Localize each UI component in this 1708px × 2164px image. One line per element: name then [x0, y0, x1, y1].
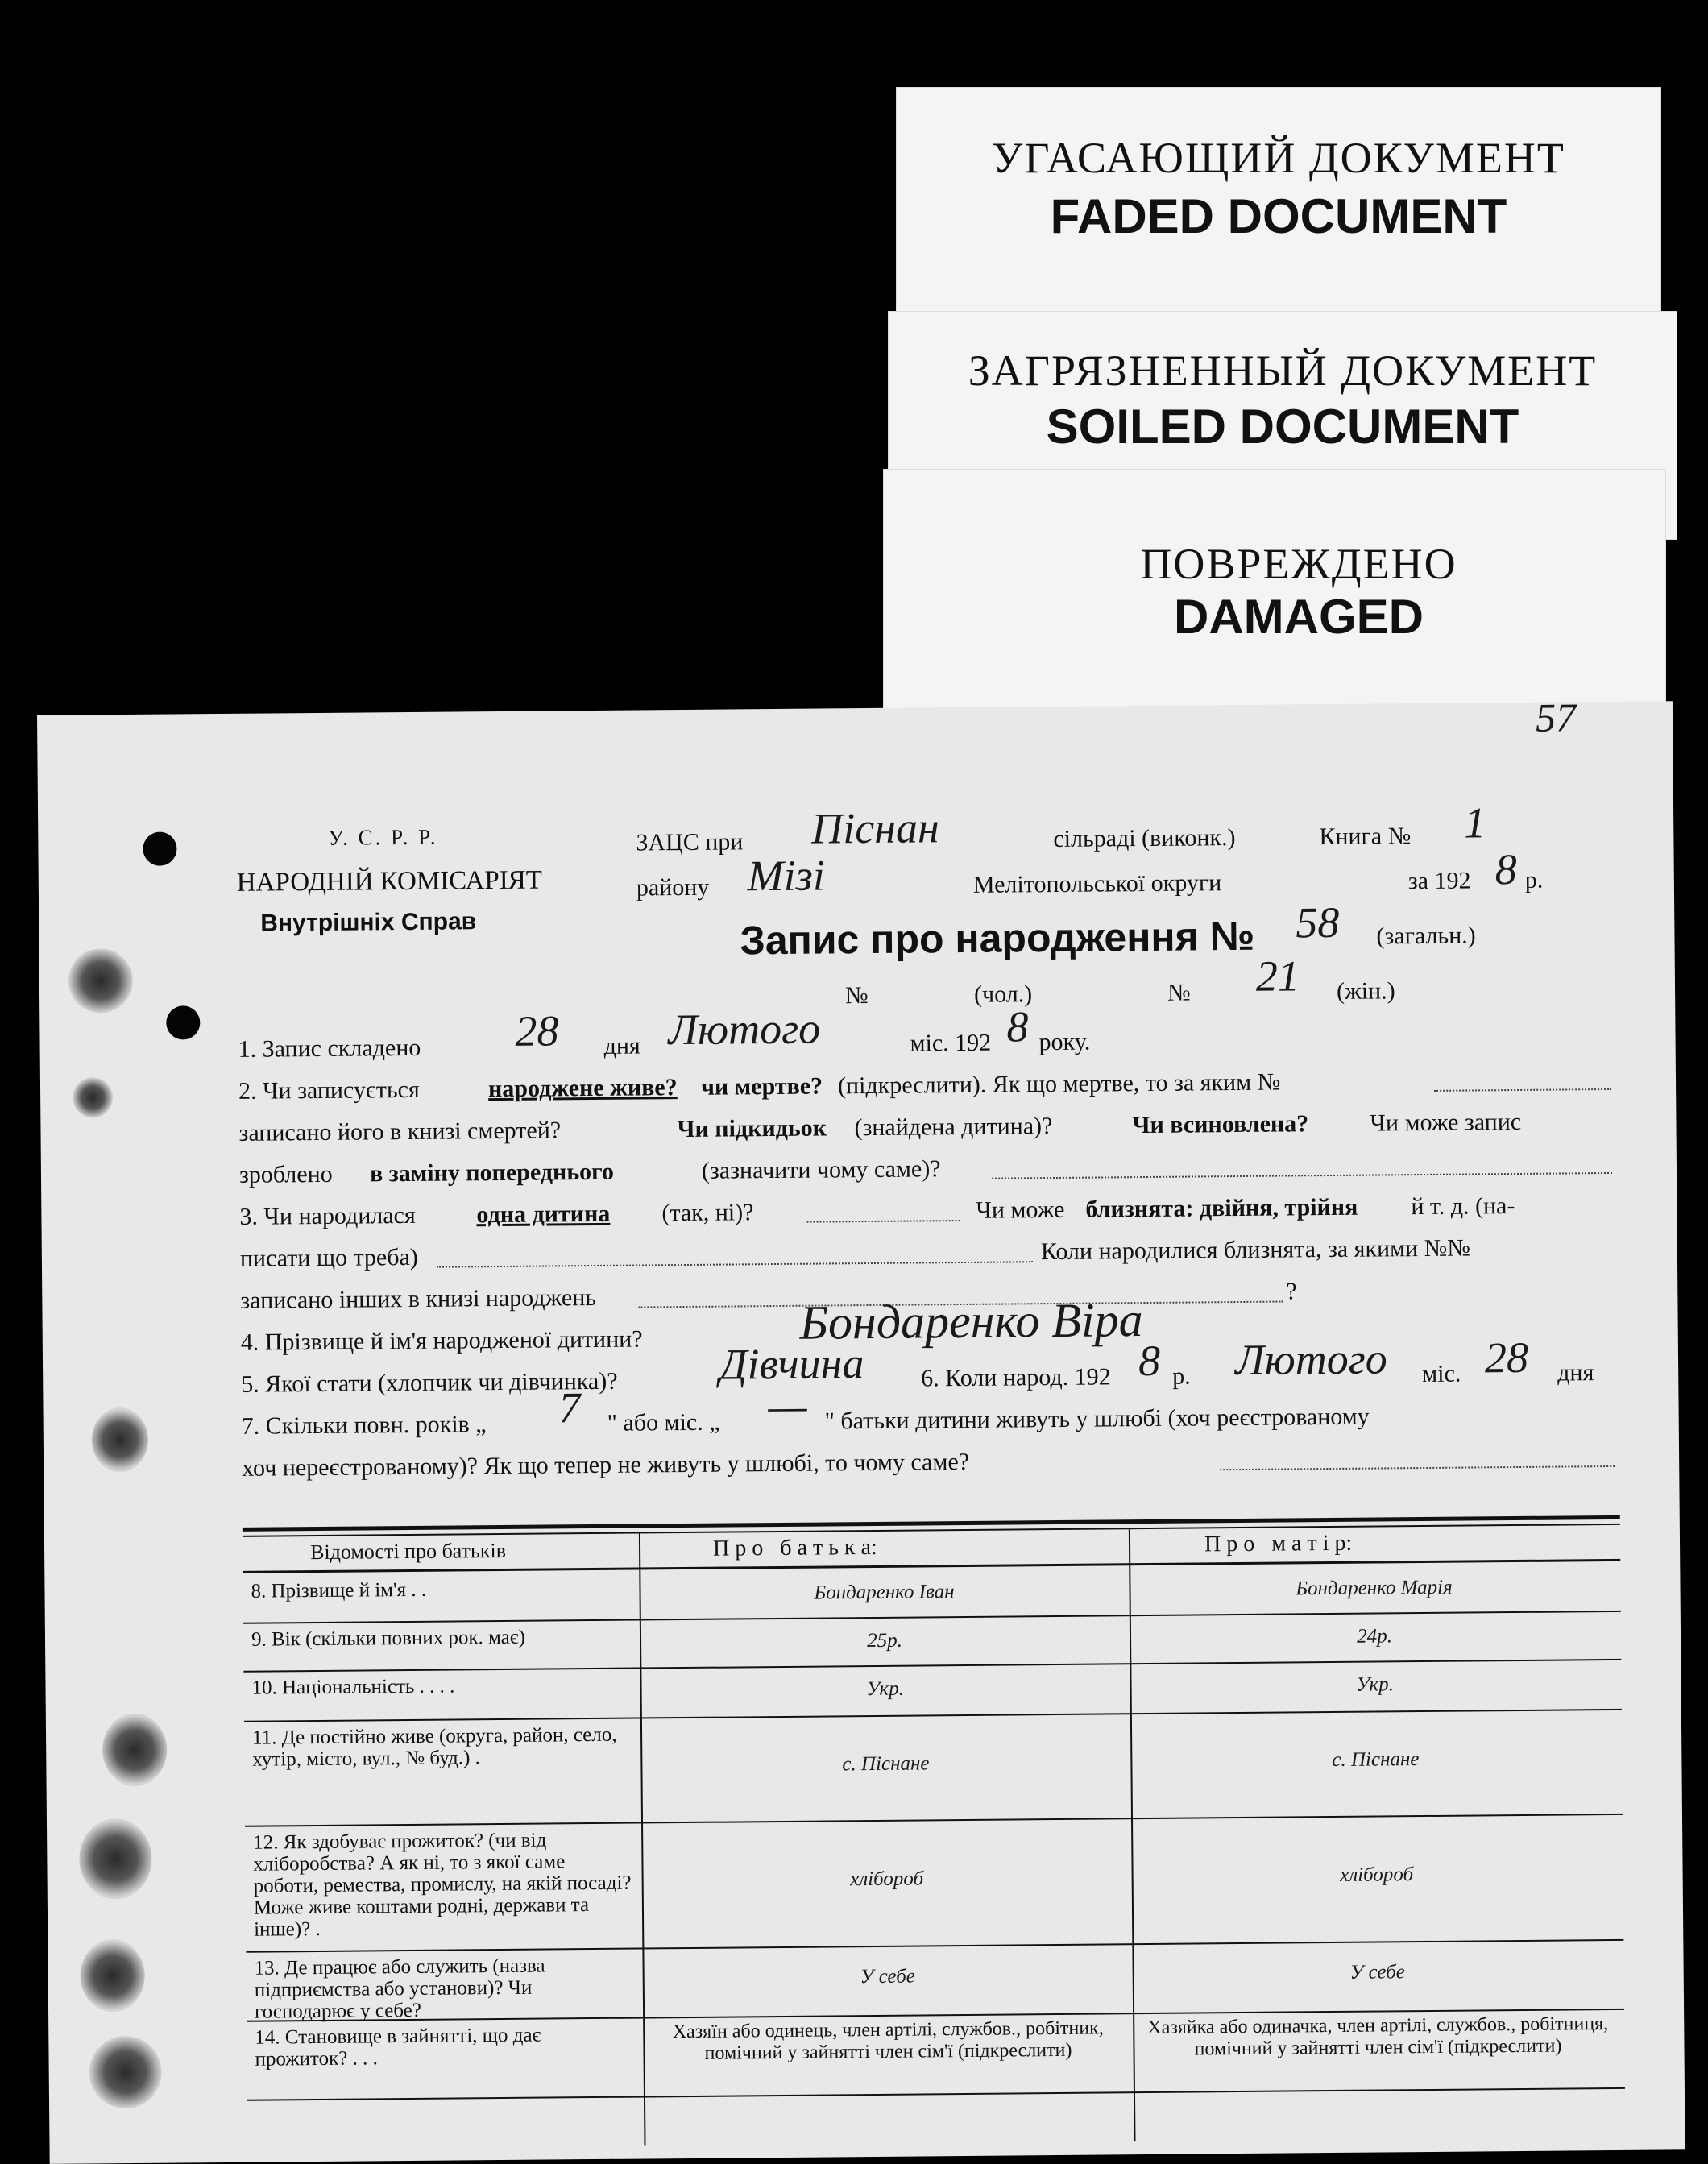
- father-14-value: Хазяїн або одинець, член артілі, службов., робітник, помічний у зайнятті член сім'ї (підкреслити): [672, 2017, 1104, 2064]
- q2-rest: (підкреслити). Як що мертве, то за яким №: [837, 1068, 1281, 1100]
- q2-label: 2. Чи записується: [238, 1076, 420, 1105]
- district-label: району: [636, 873, 710, 902]
- soiled-ru-text: ЗАГРЯЗНЕННЫЙ ДОКУМЕНТ: [968, 346, 1598, 395]
- q2-option-dead: чи мертве?: [700, 1072, 823, 1101]
- q3-yes-no: (так, ні)?: [661, 1199, 754, 1227]
- q3b-twins-when: Коли народилися близнята, за якими №№: [1040, 1234, 1471, 1266]
- father-8-value: Бондаренко Іван: [814, 1581, 955, 1604]
- archive-sheet-number: 57: [1535, 694, 1577, 740]
- q6-day: 28: [1484, 1333, 1529, 1383]
- q6-day-word: дня: [1557, 1359, 1594, 1387]
- book-label: Книга №: [1319, 823, 1412, 851]
- birth-record-form: [37, 694, 1685, 2164]
- table-row-label: 11. Де постійно живе (округа, район, село, хутір, місто, вул., № буд.) .: [251, 1723, 617, 1771]
- female-number-label: №: [1167, 979, 1191, 1006]
- father-10-value: Укр.: [866, 1677, 905, 1701]
- q6-month-word: міс.: [1422, 1360, 1461, 1388]
- punch-hole: [166, 1005, 200, 1039]
- table-row-label: 12. Як здобуває прожиток? (чи від хліборобства? А як ні, то з якої саме роботи, ремества, промислу, на якій посаді? Може живе коштами родні, держави та інше)? .: [253, 1829, 632, 1941]
- q7-months: —: [768, 1381, 807, 1431]
- q3b-blank: [437, 1261, 1033, 1267]
- q4-child-name: Бондаренко Віра: [799, 1293, 1143, 1349]
- q7b-text: хоч нереєстрованому)? Як що тепер не живуть у шлюбі, то чому саме?: [242, 1448, 970, 1482]
- table-row-label: 9. Вік (скільки повних рок. має): [251, 1626, 525, 1651]
- table-row-label: 8. Прізвище й ім'я . .: [251, 1578, 427, 1602]
- q2c-replacement: в заміну попереднього: [369, 1158, 615, 1188]
- zags-label: ЗАЦС при: [636, 828, 744, 856]
- q3-twins: близнята: двійня, трійня: [1085, 1193, 1358, 1223]
- ink-stain: [80, 1939, 145, 2013]
- table-head-father: П р о б а т ь к а:: [712, 1534, 877, 1561]
- father-12-value: хлібороб: [850, 1868, 924, 1891]
- q6-month: Лютого: [1234, 1334, 1388, 1385]
- male-number-label: №: [844, 982, 869, 1009]
- father-11-value: с. Піснане: [842, 1752, 930, 1776]
- q1-day: 28: [515, 1006, 559, 1055]
- table-col-divider: [639, 1534, 646, 2146]
- q7b-blank: [1220, 1465, 1615, 1470]
- q5-label: 5. Якої стати (хлопчик чи дівчинка)?: [241, 1367, 618, 1398]
- table-head-mother: П р о м а т і р:: [1204, 1530, 1353, 1557]
- q2-blank: [1434, 1088, 1611, 1092]
- female-suffix: (жін.): [1336, 977, 1395, 1005]
- q6-label: 6. Коли народ. 192: [921, 1363, 1111, 1392]
- q6-year: 8: [1138, 1336, 1161, 1386]
- male-suffix: (чол.): [973, 980, 1033, 1008]
- q1-year-word: року.: [1038, 1028, 1091, 1056]
- ink-stain: [89, 2036, 162, 2109]
- q3-blank: [807, 1220, 960, 1223]
- q4-label: 4. Прізвище й ім'я народженої дитини?: [240, 1325, 643, 1356]
- q1-label: 1. Запис складено: [238, 1034, 421, 1063]
- damaged-en-text: DAMAGED: [1174, 590, 1424, 644]
- mother-14-value: Хазяйка або одиначка, член артілі, службов., робітниця, помічний у зайнятті член сім'ї (підкреслити): [1147, 2013, 1609, 2060]
- q1-month: Лютого: [668, 1004, 821, 1055]
- ink-stain: [102, 1714, 168, 1787]
- q2b-foundling: Чи підкидьок: [677, 1114, 827, 1143]
- record-general-number: 58: [1296, 898, 1340, 947]
- punch-hole: [143, 831, 176, 865]
- faded-en-text: FADED DOCUMENT: [1050, 189, 1507, 243]
- table-col-divider: [1129, 1529, 1136, 2141]
- q2-option-live: народжене живе?: [487, 1074, 678, 1103]
- q3-etc: й т. д. (на-: [1411, 1192, 1515, 1221]
- commissariat-title: НАРОДНІЙ КОМІСАРІЯТ: [236, 865, 543, 898]
- soiled-en-text: SOILED DOCUMENT: [1046, 400, 1519, 454]
- q7-label: 7. Скільки повн. років „: [241, 1411, 487, 1440]
- q7-or-months: " або міс. „: [607, 1408, 720, 1436]
- ink-stain: [73, 1077, 113, 1117]
- faded-document-label: [896, 87, 1661, 322]
- table-row-rule: [247, 2087, 1625, 2101]
- mother-12-value: хлібороб: [1340, 1863, 1414, 1886]
- table-head-parents: Відомості про батьків: [309, 1538, 507, 1565]
- q3-label: 3. Чи народилася: [239, 1201, 416, 1230]
- table-row-label: 14. Становище в зайнятті, що дає прожиток? . . .: [255, 2024, 541, 2071]
- mother-11-value: с. Піснане: [1332, 1748, 1420, 1772]
- year-suffix: р.: [1524, 866, 1544, 893]
- ink-stain: [92, 1407, 149, 1473]
- father-9-value: 25р.: [867, 1629, 903, 1652]
- q1-day-word: дня: [603, 1032, 640, 1059]
- table-row-rule: [245, 1814, 1623, 1827]
- q2c-note: (зазначити чому саме)?: [701, 1155, 941, 1184]
- zags-value: Піснан: [811, 803, 940, 853]
- book-value: 1: [1463, 798, 1486, 848]
- q7-married: " батьки дитини живуть у шлюбі (хоч реєстрованому: [824, 1403, 1370, 1435]
- q5-sex-value: Дівчина: [719, 1339, 864, 1389]
- q3c-question: ?: [1286, 1278, 1297, 1305]
- q2b-foundling-note: (знайдена дитина)?: [854, 1113, 1053, 1142]
- q2c-blank: [992, 1172, 1612, 1179]
- table-row-label: 13. Де працює або служить (назва підприємства або установи)? Чи господарює у себе?: [254, 1955, 545, 2023]
- q6-r: р.: [1172, 1362, 1191, 1390]
- ink-stain: [79, 1818, 152, 1900]
- q2b-may: Чи може запис: [1370, 1108, 1522, 1137]
- damaged-ru-text: ПОВРЕЖДЕНО: [1140, 540, 1457, 588]
- q3b-text: писати що треба): [239, 1243, 418, 1272]
- q7-years: 7: [558, 1383, 581, 1432]
- year-value: 8: [1494, 844, 1517, 894]
- mother-13-value: У себе: [1349, 1961, 1405, 1984]
- q2b-text: записано його в книзі смертей?: [238, 1117, 562, 1146]
- district-value: Мізі: [747, 851, 826, 901]
- q1-year: 8: [1006, 1002, 1029, 1051]
- q1-month-word: міс. 192: [910, 1029, 992, 1057]
- q2b-adopted: Чи всиновлена?: [1132, 1110, 1309, 1139]
- mother-9-value: 24р.: [1357, 1625, 1393, 1648]
- year-label: за 192: [1407, 867, 1471, 895]
- record-title: Запис про народження №: [740, 913, 1255, 964]
- general-label: (загальн.): [1376, 922, 1476, 950]
- q3c-text: записано інших в книзі народжень: [240, 1283, 597, 1314]
- q3-may: Чи може: [976, 1196, 1065, 1224]
- ink-stain: [68, 948, 134, 1014]
- republic-abbrev: У. С. Р. Р.: [328, 824, 438, 850]
- department-title: Внутрішніх Справ: [260, 908, 477, 937]
- father-13-value: У себе: [860, 1965, 915, 1988]
- council-label: сільраді (виконк.): [1053, 824, 1236, 852]
- q3-one-child: одна дитина: [476, 1200, 611, 1229]
- q2c-text: зроблено: [238, 1160, 333, 1188]
- mother-10-value: Укр.: [1356, 1673, 1395, 1696]
- faded-ru-text: УГАСАЮЩИЙ ДОКУМЕНТ: [992, 134, 1565, 182]
- mother-8-value: Бондаренко Марія: [1296, 1576, 1453, 1600]
- table-row-label: 10. Національність . . . .: [251, 1675, 455, 1699]
- female-number-value: 21: [1255, 951, 1300, 1001]
- okruha-label: Мелітопольської округи: [972, 869, 1222, 898]
